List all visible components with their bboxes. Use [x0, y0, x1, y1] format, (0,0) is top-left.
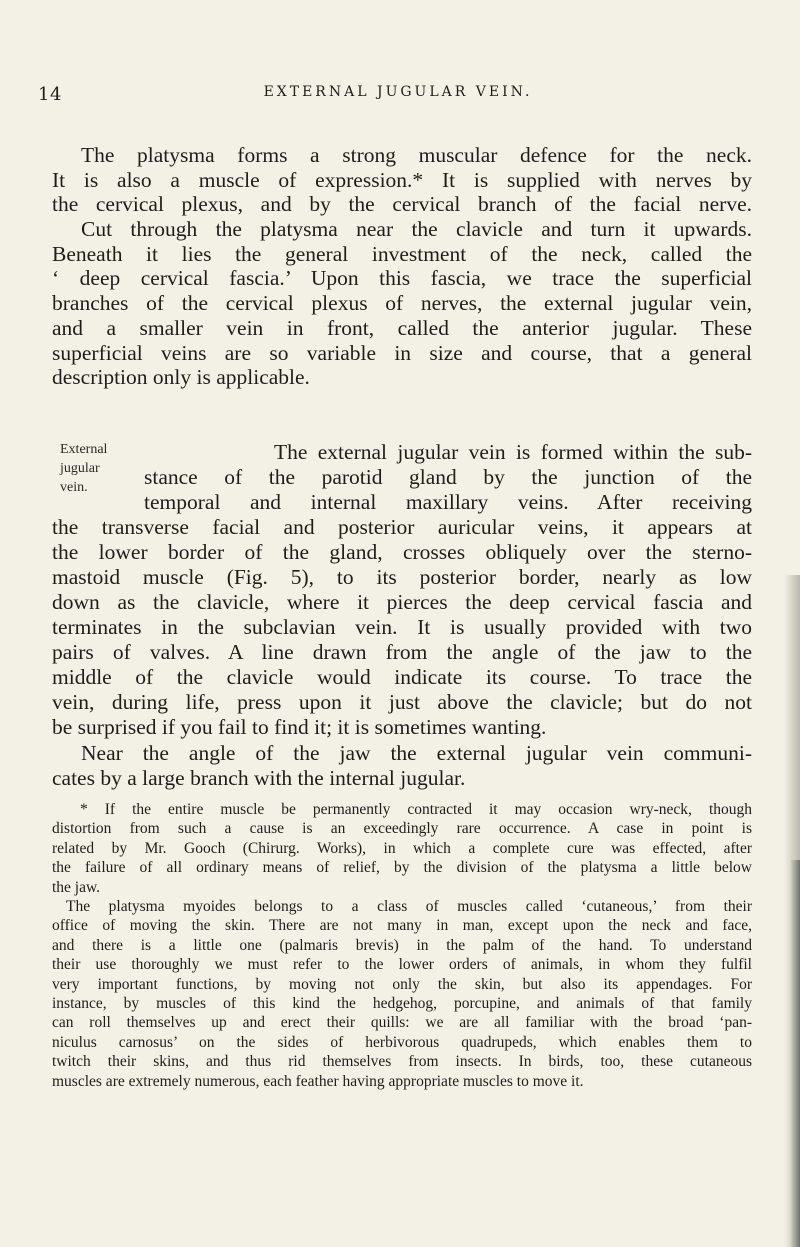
text-line: Near the angle of the jaw the external jugular vein communi- — [81, 741, 752, 765]
footnote-line: office of moving the skin. There are not many in man, except upon the neck and face, — [52, 917, 752, 935]
footnote-line: niculus carnosus’ on the sides of herbivorous quadrupeds, which enables them to — [52, 1033, 752, 1051]
text-line: description only is applicable. — [52, 365, 310, 390]
text-line: The external jugular vein is formed within the sub- — [274, 440, 752, 464]
text-line: ‘ deep cervical fascia.’ Upon this fascia, we trace the superficial — [52, 266, 752, 291]
text-line: superficial veins are so variable in size and course, that a general — [52, 340, 752, 365]
page-edge-dark — [790, 860, 800, 1247]
page-header — [38, 84, 758, 108]
text-line: Beneath it lies the general investment of the neck, called the — [52, 241, 752, 266]
text-line: be surprised if you fail to find it; it is sometimes wanting. — [52, 715, 547, 739]
text-line: down as the clavicle, where it pierces the deep cervical fascia and — [52, 590, 752, 614]
text-line: mastoid muscle (Fig. 5), to its posterior border, nearly as low — [52, 565, 752, 589]
running-head: EXTERNAL JUGULAR VEIN. — [263, 84, 533, 100]
text-line: and a smaller vein in front, called the anterior jugular. These — [52, 315, 752, 340]
text-line: The platysma forms a strong muscular defence for the neck. — [81, 143, 752, 167]
footnote-line: the failure of all ordinary means of relief, by the division of the platysma a little below — [52, 859, 752, 877]
margin-note-line: External — [60, 442, 108, 457]
footnote-line: and there is a little one (palmaris brevis) in the palm of the hand. To understand — [52, 936, 752, 954]
text-line: branches of the cervical plexus of nerves, the external jugular vein, — [52, 291, 752, 316]
text-line: the transverse facial and posterior auricular veins, it appears at — [52, 515, 752, 539]
text-line: It is also a muscle of expression.* It is supplied with nerves by — [52, 167, 752, 192]
text-line: vein, during life, press upon it just above the clavicle; but do not — [52, 690, 752, 714]
page-number: 14 — [38, 84, 62, 105]
footnote-line: instance, by muscles of this kind the hedgehog, porcupine, and animals of that family — [52, 995, 752, 1012]
footnote-line: very important functions, by moving not only the skin, but also its appendages. For — [52, 975, 752, 993]
footnote-line: twitch their skins, and thus rid themselves from insects. In birds, too, these cutaneous — [52, 1053, 752, 1071]
text-line: temporal and internal maxillary veins. After receiving — [144, 490, 752, 514]
text-line: cates by a large branch with the internal jugular. — [52, 766, 466, 790]
footnote-line: related by Mr. Gooch (Chirurg. Works), in which a complete cure was effected, after — [52, 839, 752, 857]
footnote-line: The platysma myoides belongs to a class of muscles called ‘cutaneous,’ from their — [66, 898, 752, 915]
footnote-line: muscles are extremely numerous, each feather having appropriate muscles to move it. — [52, 1072, 584, 1090]
footnote-line: * If the entire muscle be permanently contracted it may occasion wry-neck, though — [80, 801, 752, 818]
footnote-line: their use thoroughly we must refer to the lower orders of animals, in whom they fulfil — [52, 956, 752, 974]
footnote-line: the jaw. — [52, 878, 101, 896]
text-line: Cut through the platysma near the clavicle and turn it upwards. — [81, 217, 752, 241]
text-line: terminates in the subclavian vein. It is usually provided with two — [52, 615, 752, 639]
margin-note — [60, 440, 142, 497]
text-line: the cervical plexus, and by the cervical branch of the facial nerve. — [52, 192, 752, 217]
text-line: middle of the clavicle would indicate its course. To trace the — [52, 665, 752, 689]
text-line: stance of the parotid gland by the junction of the — [144, 465, 752, 489]
margin-note-line: jugular — [60, 461, 100, 476]
footnote-line: distortion from such a cause is an exceedingly rare occurrence. A case in point is — [52, 820, 752, 838]
text-line: the lower border of the gland, crosses obliquely over the sterno- — [52, 540, 752, 564]
footnote-line: can roll themselves up and erect their quills: we are all familiar with the broad ‘pan- — [52, 1014, 752, 1032]
margin-note-line: vein. — [60, 480, 88, 495]
text-line: pairs of valves. A line drawn from the angle of the jaw to the — [52, 640, 752, 664]
